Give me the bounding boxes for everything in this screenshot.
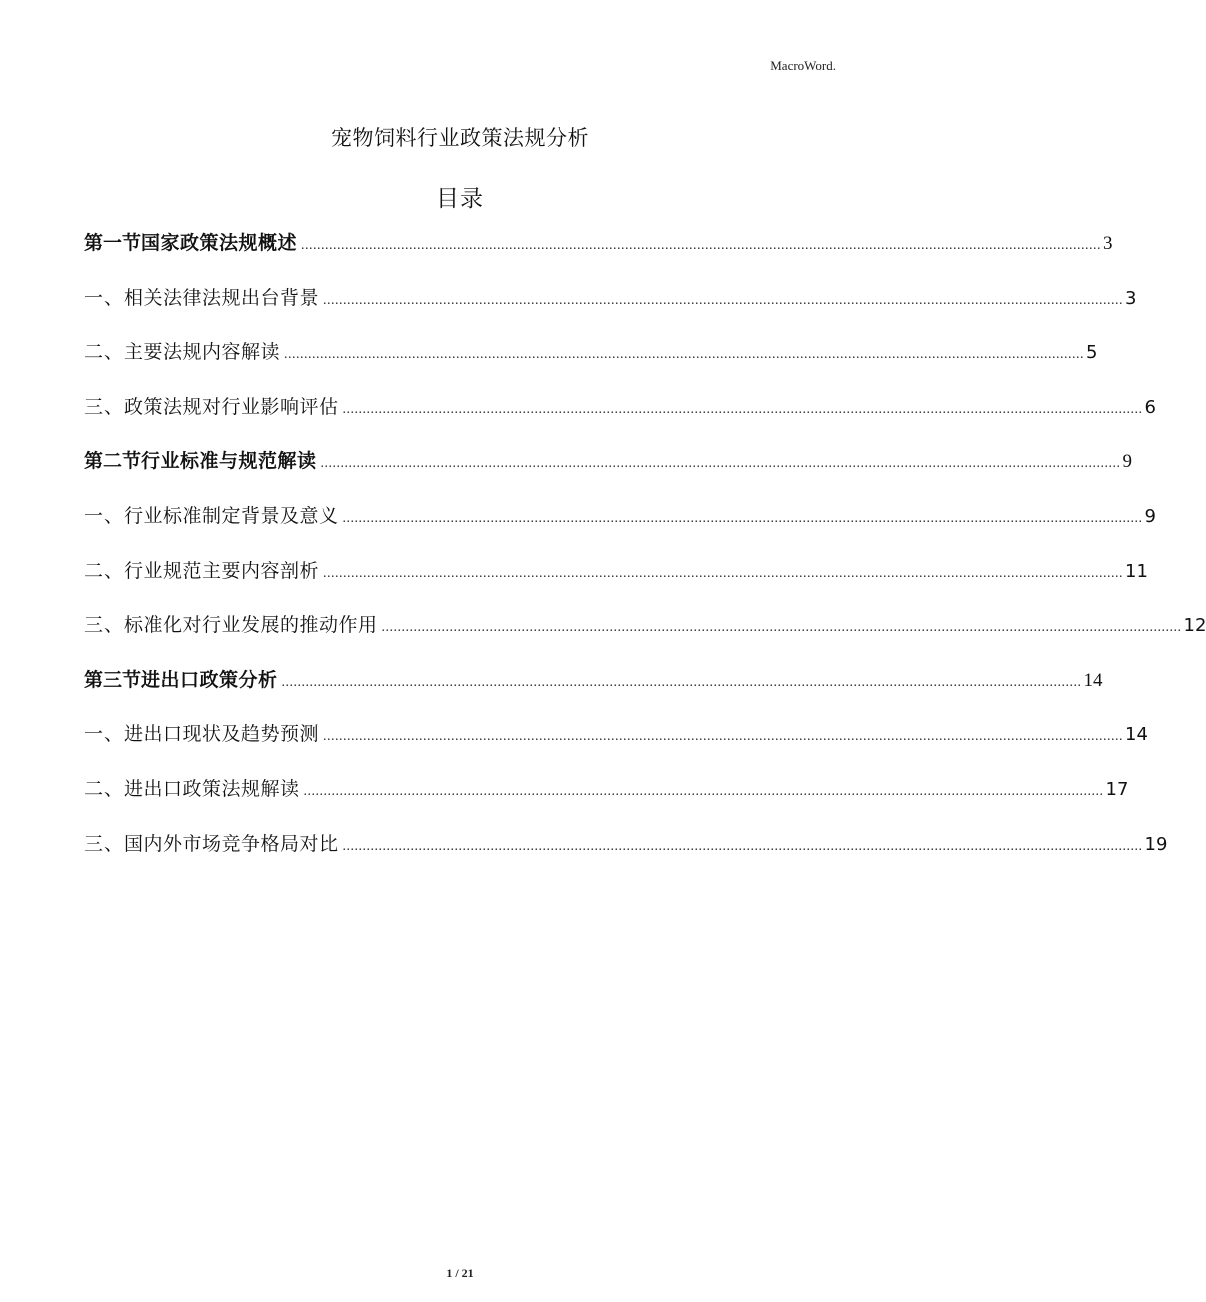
toc-dot-leader: ........................................................................................................................................................................................................ xyxy=(281,674,1082,690)
toc-entry-number: 一、 xyxy=(84,504,125,527)
toc-entry-title: 相关法律法规出台背景 xyxy=(124,286,320,309)
toc-entry-title: 国内外市场竞争格局对比 xyxy=(124,832,339,855)
toc-entry-page-number: 9 xyxy=(1122,451,1133,473)
toc-entry-subsection[interactable] xyxy=(84,501,1156,556)
toc-entry-page-number: 3 xyxy=(1125,287,1137,309)
toc-entry-page-number: 11 xyxy=(1125,560,1148,582)
toc-dot-leader: ........................................................................................................................................................................................................ xyxy=(342,401,1143,417)
toc-entry-title: 进出口政策法规解读 xyxy=(124,777,300,800)
toc-dot-leader: ........................................................................................................................................................................................................ xyxy=(284,347,1085,363)
toc-entry-number: 二、 xyxy=(84,559,125,582)
toc-entry-title: 行业标准制定背景及意义 xyxy=(124,504,339,527)
toc-entry-subsection[interactable] xyxy=(84,337,1098,392)
toc-dot-leader: ........................................................................................................................................................................................................ xyxy=(342,838,1143,854)
toc-entry-number: 一、 xyxy=(84,723,125,746)
toc-dot-leader: ........................................................................................................................................................................................................ xyxy=(323,729,1124,745)
page-indicator: 1 / 21 xyxy=(446,1266,474,1280)
toc-entry-title: 国家政策法规概述 xyxy=(141,232,298,254)
toc-entry-page-number: 17 xyxy=(1105,778,1129,800)
toc-entry-subsection[interactable] xyxy=(84,719,1148,774)
toc-entry-subsection[interactable] xyxy=(84,283,1137,338)
toc-entry-page-number: 12 xyxy=(1183,615,1206,637)
toc-entry-title: 进出口政策分析 xyxy=(141,668,278,691)
toc-entry-subsection[interactable] xyxy=(84,610,1206,665)
toc-dot-leader: ........................................................................................................................................................................................................ xyxy=(323,292,1124,308)
table-of-contents xyxy=(84,228,1206,883)
toc-entry-page-number: 14 xyxy=(1083,669,1103,691)
toc-entry-title: 主要法规内容解读 xyxy=(124,341,281,364)
document-title: 宠物饲料行业政策法规分析 xyxy=(331,126,589,150)
toc-entry-page-number: 5 xyxy=(1086,342,1098,364)
toc-heading: 目录 xyxy=(436,186,484,212)
toc-entry-subsection[interactable] xyxy=(84,774,1129,829)
toc-entry-number: 第一节 xyxy=(84,232,142,254)
toc-entry-number: 三、 xyxy=(84,832,125,855)
toc-entry-page-number: 9 xyxy=(1144,505,1156,527)
toc-entry-subsection[interactable] xyxy=(84,829,1168,884)
toc-entry-section[interactable] xyxy=(84,665,1103,720)
toc-entry-number: 一、 xyxy=(84,286,125,309)
toc-entry-page-number: 6 xyxy=(1144,396,1156,418)
toc-entry-number: 三、 xyxy=(84,614,125,637)
toc-entry-page-number: 3 xyxy=(1103,233,1113,254)
toc-entry-number: 第三节 xyxy=(84,668,142,691)
toc-entry-title: 行业标准与规范解读 xyxy=(141,450,317,473)
toc-dot-leader: ........................................................................................................................................................................................................ xyxy=(301,238,1102,253)
toc-entry-number: 三、 xyxy=(84,395,125,418)
toc-entry-page-number: 14 xyxy=(1125,724,1148,746)
toc-entry-title: 行业规范主要内容剖析 xyxy=(124,559,320,582)
header-watermark-text: MacroWord. xyxy=(770,58,836,73)
toc-entry-title: 政策法规对行业影响评估 xyxy=(124,395,339,418)
toc-dot-leader: ........................................................................................................................................................................................................ xyxy=(381,620,1182,636)
toc-entry-number: 二、 xyxy=(84,341,125,364)
toc-entry-section[interactable] xyxy=(84,228,1113,283)
toc-entry-page-number: 19 xyxy=(1144,833,1168,855)
toc-entry-title: 标准化对行业发展的推动作用 xyxy=(124,614,378,637)
toc-entry-number: 二、 xyxy=(84,777,125,800)
toc-dot-leader: ........................................................................................................................................................................................................ xyxy=(342,510,1143,526)
toc-entry-number: 第二节 xyxy=(84,450,142,473)
toc-entry-subsection[interactable] xyxy=(84,556,1148,611)
toc-dot-leader: ........................................................................................................................................................................................................ xyxy=(320,456,1121,472)
toc-dot-leader: ........................................................................................................................................................................................................ xyxy=(323,565,1124,581)
toc-entry-subsection[interactable] xyxy=(84,392,1156,447)
toc-entry-title: 进出口现状及趋势预测 xyxy=(124,723,320,746)
toc-dot-leader: ........................................................................................................................................................................................................ xyxy=(303,783,1104,799)
toc-entry-section[interactable] xyxy=(84,446,1133,501)
